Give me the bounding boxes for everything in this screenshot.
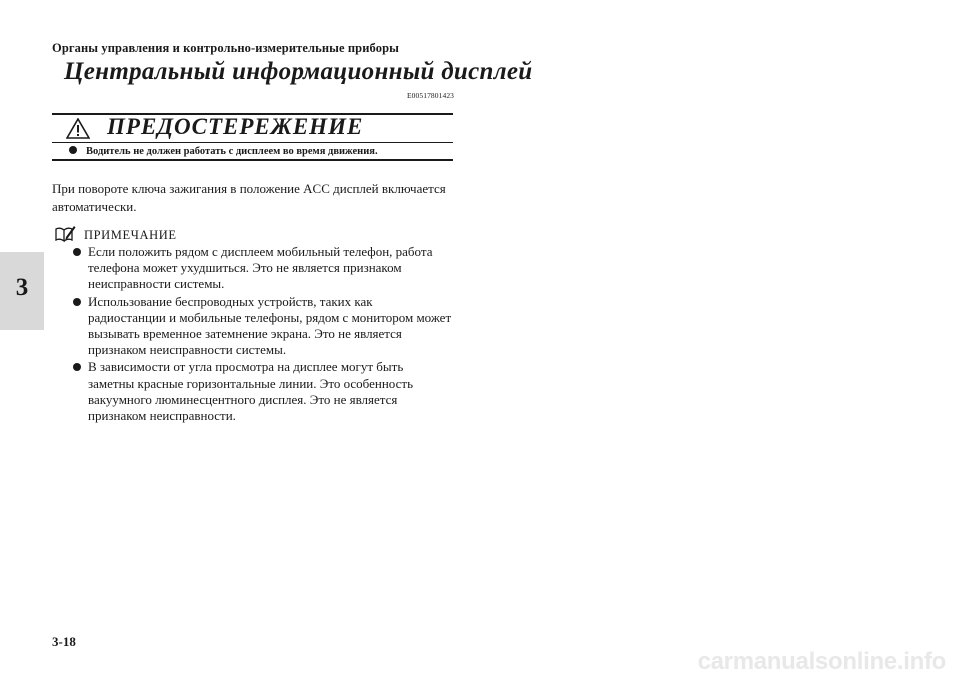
chapter-number: 3 (15, 274, 29, 301)
section-title: Центральный информационный дисплей (64, 58, 533, 85)
note-pen-icon (54, 224, 76, 243)
note-item-text: Если положить рядом с дисплеем мобильный телефон, работа телефона может ухудшиться. Это не является признаком неисправности системы. (88, 244, 433, 292)
chapter-tab (0, 252, 44, 330)
intro-paragraph: При повороте ключа зажигания в положение ACC дисплей включается автоматически. (52, 181, 446, 214)
bullet-icon (69, 146, 77, 154)
warning-text (69, 146, 378, 157)
note-item (52, 244, 452, 293)
note-item-text: Использование беспроводных устройств, таких как радиостанции и мобильные телефоны, рядом с монитором может вызывать временное затемнение экрана. Это не является признаком неисправности системы. (88, 293, 452, 358)
note-item-text: В зависимости от угла просмотра на дисплее могут быть заметны красные горизонтальные линии. Это особенность вакуумного люминесцентного дисплея. Это не является признаком неисправности. (88, 359, 414, 424)
warning-triangle-icon (66, 118, 90, 139)
running-header: Органы управления и контрольно-измерительные приборы (52, 41, 399, 55)
warning-message: Водитель не должен работать с дисплеем во время движения. (86, 146, 378, 157)
note-item (52, 359, 452, 424)
warning-title: ПРЕДОСТЕРЕЖЕНИЕ (107, 114, 364, 139)
bullet-icon (73, 363, 81, 371)
note-item (52, 294, 452, 359)
notes-list (52, 244, 452, 425)
document-code: E00517801423 (407, 91, 455, 100)
warning-box (52, 113, 453, 161)
watermark: carmanualsonline.info (697, 648, 946, 675)
bullet-icon (73, 298, 81, 306)
warning-header (52, 115, 453, 143)
bullet-icon (73, 248, 81, 256)
note-label: ПРИМЕЧАНИЕ (84, 228, 177, 242)
page-number: 3-18 (52, 634, 76, 649)
